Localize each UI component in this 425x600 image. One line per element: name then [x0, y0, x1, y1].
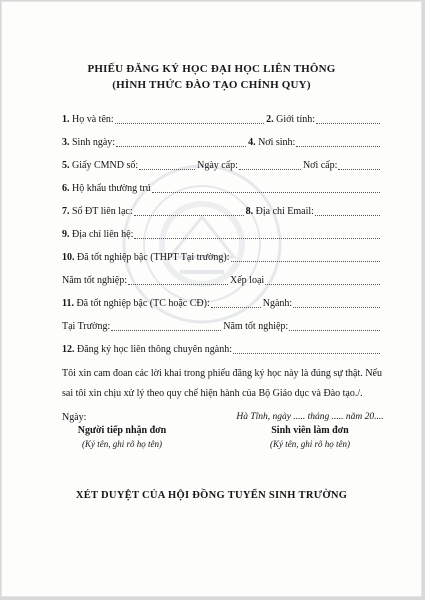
receiver-signature-note: (Ký tên, ghi rõ họ tên) — [82, 439, 162, 449]
field-row-major-register — [62, 342, 382, 356]
field-label-rank: Xếp loại — [230, 275, 265, 286]
declaration-text: Tôi xin cam đoan các lời khai trong phiếu đăng ký học này là đúng sự thật. Nếu sai tôi xin chịu xử lý theo quy chế hiện hành của Bộ Giáo dục và Đào tạo./. — [62, 368, 382, 399]
field-label-school: Tại Trường: — [62, 321, 111, 332]
receiver-title: Người tiếp nhận đơn — [77, 425, 167, 436]
form-subtitle: (HÌNH THỨC ĐÀO TẠO CHÍNH QUY) — [112, 79, 311, 91]
receiver-date-label: Ngày: — [62, 412, 87, 423]
birth-date-field[interactable] — [116, 137, 246, 147]
issue-date-field[interactable] — [239, 160, 301, 170]
field-label-residence: 6. Hộ khẩu thường trú — [62, 183, 151, 194]
field-row-residence — [62, 181, 382, 195]
field-label-college: 11. Đã tốt nghiệp bậc (TC hoặc CĐ): — [62, 298, 210, 309]
form-title: PHIẾU ĐĂNG KÝ HỌC ĐẠI HỌC LIÊN THÔNG — [87, 63, 336, 75]
field-label-email: 8. Địa chỉ Email: — [245, 206, 314, 217]
field-label-issue-date: Ngày cấp: — [197, 160, 238, 171]
field-label-birth-place: 4. Nơi sinh: — [248, 137, 296, 148]
place-date-line: Hà Tĩnh, ngày ..... tháng ..... năm 20.... — [236, 412, 384, 422]
major-field[interactable] — [293, 298, 380, 308]
address-field[interactable] — [134, 229, 380, 239]
field-row-id-card — [62, 158, 382, 172]
applicant-title: Sinh viên làm đơn — [271, 425, 349, 436]
approval-section-title: XÉT DUYỆT CỦA HỘI ĐỒNG TUYỂN SINH TRƯỜNG — [75, 490, 348, 501]
gender-field[interactable] — [316, 114, 380, 124]
field-label-gender: 2. Giới tính: — [266, 114, 315, 125]
birth-place-field[interactable] — [296, 137, 380, 147]
college-field[interactable] — [211, 298, 261, 308]
field-label-birth-date: 3. Sinh ngày: — [62, 137, 116, 148]
field-label-full-name: 1. Họ và tên: — [62, 114, 114, 125]
graduation-year-field[interactable] — [128, 275, 228, 285]
field-row-highschool — [62, 250, 382, 264]
field-label-college-year: Năm tốt nghiệp: — [223, 321, 289, 332]
field-label-id-card: 5. Giấy CMND số: — [62, 160, 139, 171]
phone-field[interactable] — [134, 206, 244, 216]
field-row-address — [62, 227, 382, 241]
residence-field[interactable] — [152, 183, 380, 193]
school-field[interactable] — [111, 321, 221, 331]
rank-field[interactable] — [265, 275, 380, 285]
field-label-address: 9. Địa chỉ liên hệ: — [62, 229, 134, 240]
field-row-birth — [62, 135, 382, 149]
id-card-field[interactable] — [139, 160, 195, 170]
field-row-contact — [62, 204, 382, 218]
form-page — [2, 2, 421, 596]
field-row-name-gender — [62, 112, 382, 126]
email-field[interactable] — [315, 206, 380, 216]
field-label-issue-place: Nơi cấp: — [302, 160, 338, 171]
applicant-signature-note: (Ký tên, ghi rõ họ tên) — [270, 439, 350, 449]
field-row-college — [62, 296, 382, 310]
field-label-graduation-year: Năm tốt nghiệp: — [62, 275, 127, 286]
college-year-field[interactable] — [289, 321, 380, 331]
highschool-field[interactable] — [231, 252, 380, 262]
full-name-field[interactable] — [115, 114, 264, 124]
register-major-field[interactable] — [233, 344, 380, 354]
field-label-major: Ngành: — [262, 298, 293, 309]
field-label-highschool: 10. Đã tốt nghiệp bậc (THPT Tại trường): — [62, 252, 230, 263]
field-row-college-school — [62, 319, 382, 333]
issue-place-field[interactable] — [338, 160, 380, 170]
field-label-register-major: 12. Đăng ký học liên thông chuyên ngành: — [62, 344, 232, 355]
field-label-phone: 7. Số ĐT liên lạc: — [62, 206, 133, 217]
field-row-highschool-result — [62, 273, 382, 287]
